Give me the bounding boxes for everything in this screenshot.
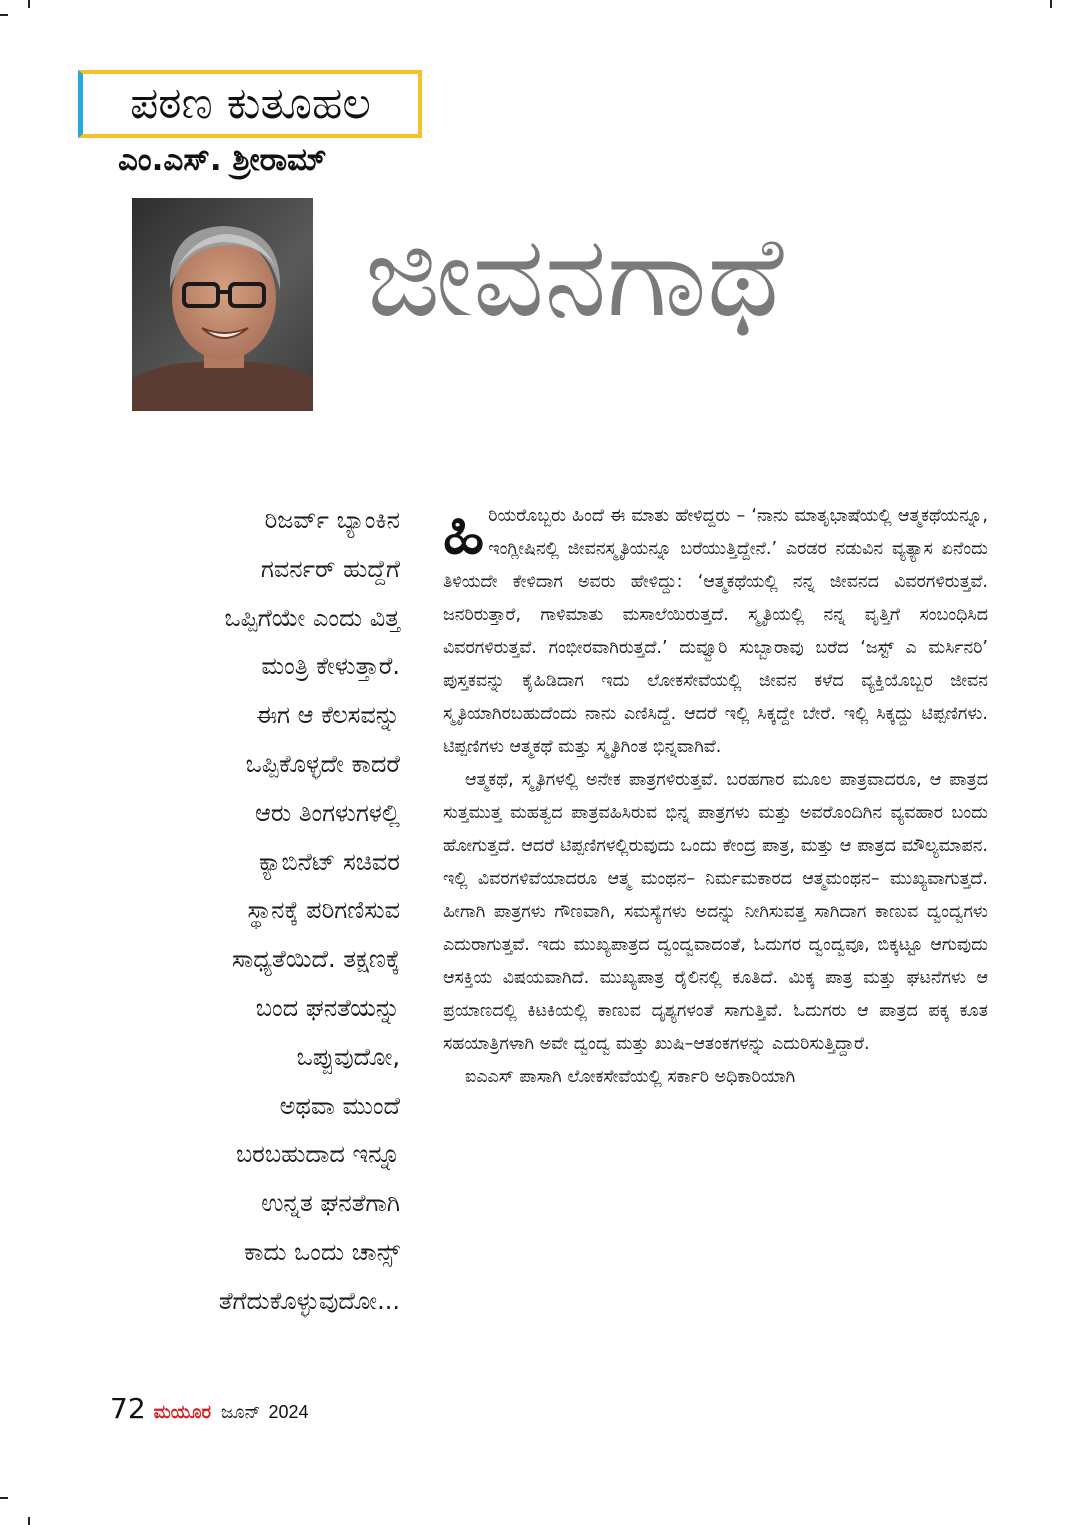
pull-quote-line: ಮಂತ್ರಿ ಕೇಳುತ್ತಾರೆ.: [261, 652, 400, 681]
crop-mark: [28, 0, 30, 8]
magazine-name: ಮಯೂರ: [153, 1402, 212, 1423]
pull-quote-line: ಬರಬಹುದಾದ ಇನ್ನೂ: [235, 1140, 400, 1169]
pull-quote-line: ಆರು ತಿಂಗಳುಗಳಲ್ಲಿ: [255, 798, 400, 827]
article-paragraph: ಐಎಎಸ್ ಪಾಸಾಗಿ ಲೋಕಸೇವೆಯಲ್ಲಿ ಸರ್ಕಾರಿ ಅಧಿಕಾರಿಯಾಗಿ: [465, 1067, 796, 1087]
author-name: ಎಂ.ಎಸ್. ಶ್ರೀರಾಮ್: [118, 142, 327, 178]
pull-quote-line: ಅಥವಾ ಮುಂದೆ: [279, 1091, 400, 1120]
issue-month: ಜೂನ್: [221, 1402, 261, 1423]
article-headline: ಜೀವನಗಾಥೆ: [365, 212, 784, 342]
pull-quote-line: ರಿಜರ್ವ್ ಬ್ಯಾಂಕಿನ: [264, 506, 400, 534]
column-logo-text: ಪಠಣ ಕುತೂಹಲ: [130, 78, 371, 129]
article-body: [443, 500, 988, 1094]
crop-mark: [0, 1497, 8, 1499]
drop-cap: ಹಿ: [443, 498, 485, 568]
pull-quote-line: ಈಗ ಆ ಕೆಲಸವನ್ನು: [256, 701, 400, 730]
pull-quote-line: ಕ್ಯಾಬಿನೆಟ್ ಸಚಿವರ: [258, 847, 400, 876]
column-logo: [78, 70, 422, 138]
pull-quote-line: ಉನ್ನತ ಘನತೆಗಾಗಿ: [261, 1189, 400, 1218]
crop-mark: [28, 1517, 30, 1525]
crop-mark: [1050, 0, 1052, 8]
article-paragraph: ಆತ್ಮಕಥೆ, ಸ್ಮೃತಿಗಳಲ್ಲಿ ಅನೇಕ ಪಾತ್ರಗಳಿರುತ್ತವೆ. ಬರಹಗಾರ ಮೂಲ ಪಾತ್ರವಾದರೂ, ಆ ಪಾತ್ರದ ಸುತ್ತಮುತ್ತ ಮಹತ್ವದ ಪಾತ್ರವಹಿಸಿರುವ ಭಿನ್ನ ಪಾತ್ರಗಳು ಮತ್ತು ಅವರೊಂದಿಗಿನ ವ್ಯವಹಾರ ಬಂದು ಹೋಗುತ್ತದೆ. ಆದರೆ ಟಿಪ್ಪಣಿಗಳಲ್ಲಿರುವುದು ಒಂದು ಕೇಂದ್ರ ಪಾತ್ರ, ಮತ್ತು ಆ ಪಾತ್ರದ ಮೌಲ್ಯಮಾಪನ. ಇಲ್ಲಿ ವಿವರಗಳಿವೆಯಾದರೂ ಆತ್ಮ ಮಂಥನ– ನಿರ್ಮಮಕಾರದ ಆತ್ಮಮಂಥನ– ಮುಖ್ಯವಾಗುತ್ತದೆ. ಹೀಗಾಗಿ ಪಾತ್ರಗಳು ಗೌಣವಾಗಿ, ಸಮಸ್ಯೆಗಳು ಅದನ್ನು ನೀಗಿಸುವತ್ತ ಸಾಗಿದಾಗ ಕಾಣುವ ದ್ವಂದ್ವಗಳು ಎದುರಾಗುತ್ತವೆ. ಇದು ಮುಖ್ಯಪಾತ್ರದ ದ್ವಂದ್ವವಾದಂತೆ, ಓದುಗರ ದ್ವಂದ್ವವೂ, ಬಿಕ್ಕಟ್ಟೂ ಆಗುವುದು ಆಸಕ್ತಿಯ ವಿಷಯವಾಗಿದೆ. ಮುಖ್ಯಪಾತ್ರ ರೈಲಿನಲ್ಲಿ ಕೂತಿದೆ. ಮಿಕ್ಕ ಪಾತ್ರ ಮತ್ತು ಘಟನೆಗಳು ಆ ಪ್ರಯಾಣದಲ್ಲಿ ಕಿಟಕಿಯಲ್ಲಿ ಕಾಣುವ ದೃಶ್ಯಗಳಂತೆ ಸಾಗುತ್ತಿವೆ. ಓದುಗರು ಆ ಪಾತ್ರದ ಪಕ್ಕ ಕೂತ ಸಹಯಾತ್ರಿಗಳಾಗಿ ಅವೇ ದ್ವಂದ್ವ ಮತ್ತು ಖುಷಿ–ಆತಂಕಗಳನ್ನು ಎದುರಿಸುತ್ತಿದ್ದಾರೆ.: [443, 770, 988, 1054]
issue-year: 2024: [268, 1402, 309, 1422]
pull-quote-line: ಸಾಧ್ಯತೆಯಿದೆ. ತಕ್ಷಣಕ್ಕೆ: [232, 945, 400, 974]
article-paragraph: [443, 500, 988, 764]
pull-quote-line: ತೆಗೆದುಕೊಳ್ಳುವುದೋ...: [218, 1286, 400, 1315]
paragraph-text: ರಿಯರೊಬ್ಬರು ಹಿಂದೆ ಈ ಮಾತು ಹೇಳಿದ್ದರು – ‘ನಾನು ಮಾತೃಭಾಷೆಯಲ್ಲಿ ಆತ್ಮಕಥೆಯನ್ನೂ, ಇಂಗ್ಲೀಷಿನಲ್ಲಿ ಜೀವನಸ್ಮೃತಿಯನ್ನೂ ಬರೆಯುತ್ತಿದ್ದೇನೆ.’ ಎರಡರ ನಡುವಿನ ವ್ಯತ್ಯಾಸ ಏನೆಂದು ತಿಳಿಯದೇ ಕೇಳಿದಾಗ ಅವರು ಹೇಳಿದ್ದು: ‘ಆತ್ಮಕಥೆಯಲ್ಲಿ ನನ್ನ ಜೀವನದ ವಿವರಗಳಿರುತ್ತವೆ. ಜನರಿರುತ್ತಾರೆ, ಗಾಳಿಮಾತು ಮಸಾಲೆಯಿರುತ್ತದೆ. ಸ್ಮೃತಿಯಲ್ಲಿ ನನ್ನ ವೃತ್ತಿಗೆ ಸಂಬಂಧಿಸಿದ ವಿವರಗಳಿರುತ್ತವೆ. ಗಂಭೀರವಾಗಿರುತ್ತದೆ.’ ದುವ್ವೂರಿ ಸುಬ್ಬಾರಾವು ಬರೆದ ‘ಜಸ್ಟ್ ಎ ಮರ್ಸಿನರಿ’ ಪುಸ್ತಕವನ್ನು ಕೈಹಿಡಿದಾಗ ಇದು ಲೋಕಸೇವೆಯಲ್ಲಿ ಜೀವನ ಕಳೆದ ವ್ಯಕ್ತಿಯೊಬ್ಬರ ಜೀವನ ಸ್ಮೃತಿಯಾಗಿರಬಹುದೆಂದು ನಾನು ಎಣಿಸಿದ್ದೆ. ಆದರೆ ಇಲ್ಲಿ ಸಿಕ್ಕದ್ದೇ ಬೇರೆ. ಇಲ್ಲಿ ಸಿಕ್ಕದ್ದು ಟಿಪ್ಪಣಿಗಳು. ಟಿಪ್ಪಣಿಗಳು ಆತ್ಮಕಥೆ ಮತ್ತು ಸ್ಮೃತಿಗಿಂತ ಭಿನ್ನವಾಗಿವೆ.: [443, 506, 988, 757]
pull-quote-line: ಒಪ್ಪಿಕೊಳ್ಳದೇ ಕಾದರೆ: [245, 749, 400, 778]
pull-quote-line: ಕಾದು ಒಂದು ಚಾನ್ಸ್: [244, 1237, 400, 1266]
pull-quote-line: ಸ್ಥಾನಕ್ಕೆ ಪರಿಗಣಿಸುವ: [247, 896, 400, 925]
page-number: 72: [110, 1392, 146, 1425]
crop-mark: [0, 14, 8, 16]
author-portrait: [132, 198, 313, 411]
pull-quote: [112, 496, 400, 1326]
pull-quote-line: ಒಪ್ಪಿಗೆಯೇ ಎಂದು ವಿತ್ತ: [224, 603, 400, 632]
pull-quote-line: ಬಂದ ಘನತೆಯನ್ನು: [255, 993, 400, 1022]
pull-quote-line: ಒಪ್ಪುವುದೋ,: [296, 1042, 400, 1071]
page-footer: [110, 1392, 309, 1425]
pull-quote-line: ಗವರ್ನರ್ ಹುದ್ದೆಗೆ: [260, 554, 400, 583]
